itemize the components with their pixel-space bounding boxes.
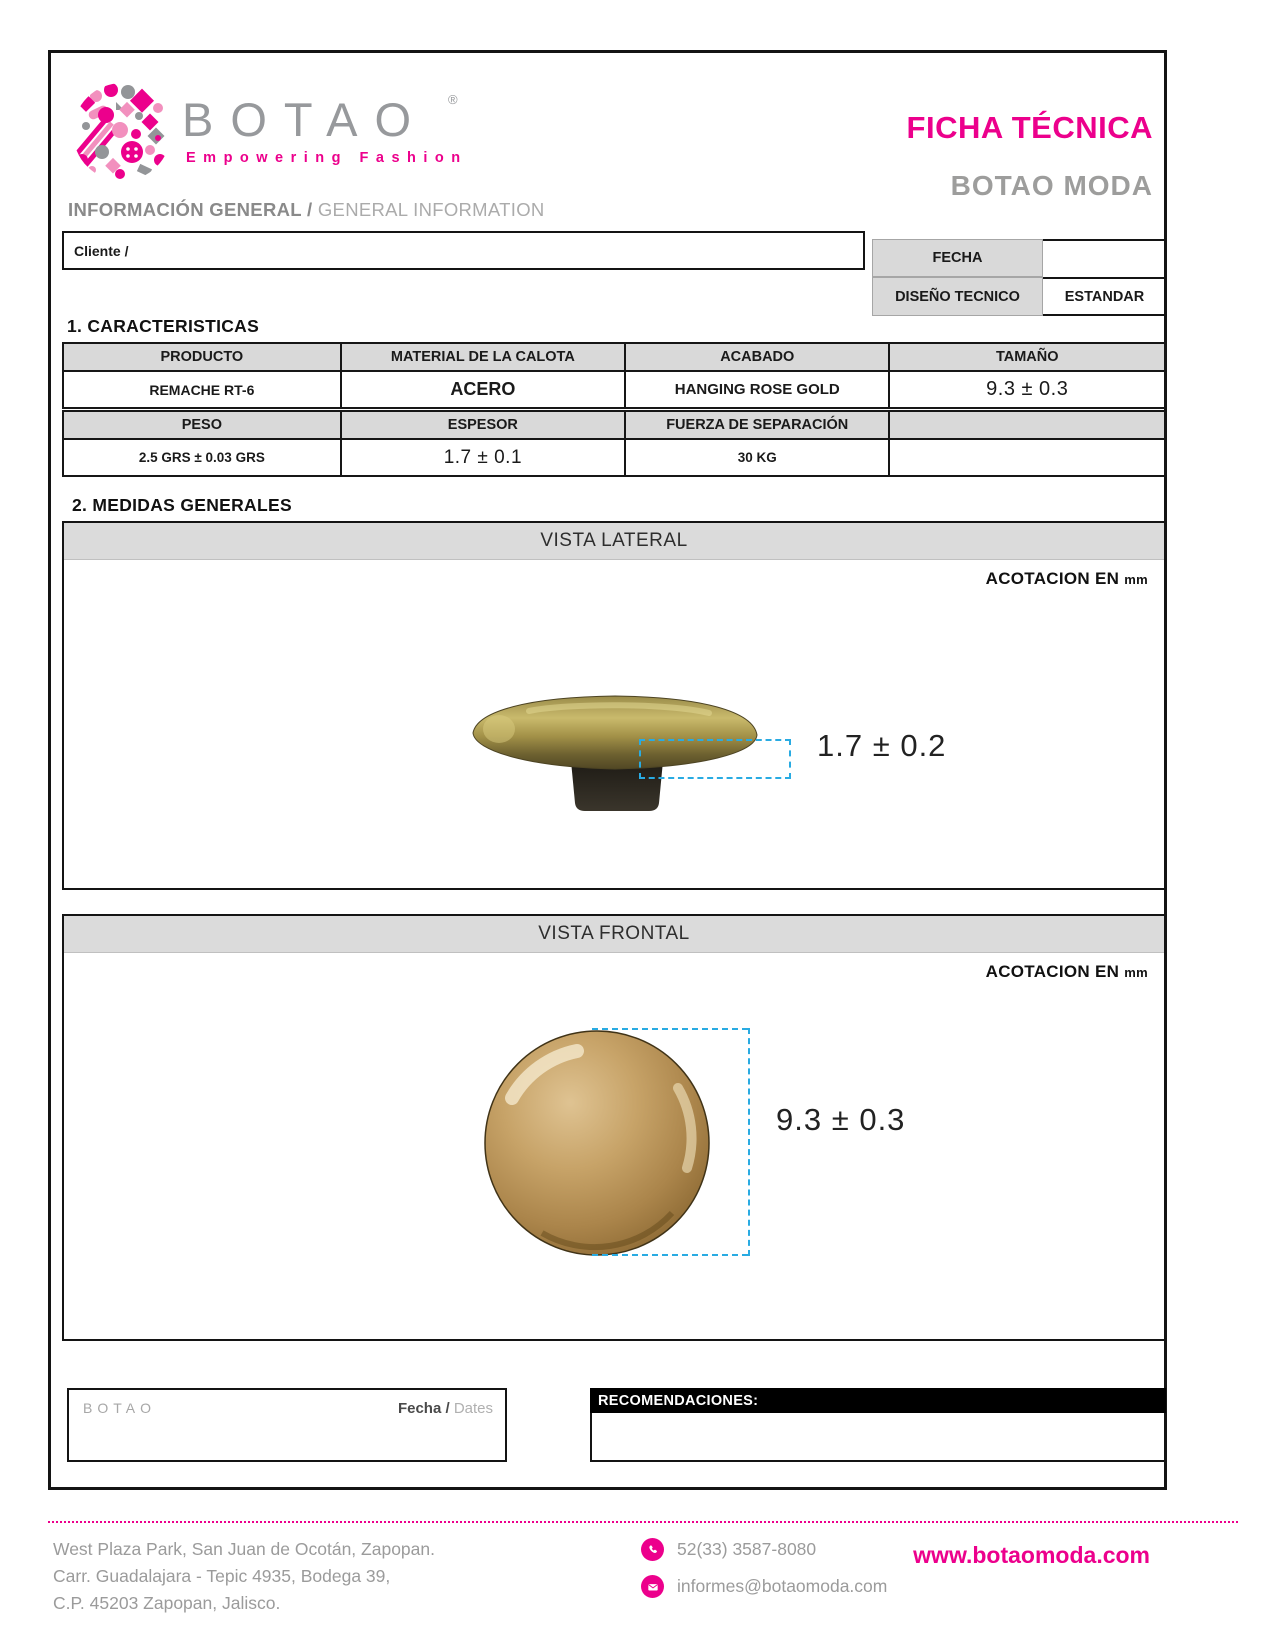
cliente-field [62,231,865,270]
acotacion-units: mm [1124,572,1148,587]
col-header-tamano: TAMAÑO [889,343,1165,371]
dates-text: Dates [453,1400,493,1417]
col-header-fuerza: FUERZA DE SEPARACIÓN [625,411,889,439]
footer-email-row [641,1575,887,1598]
cell-acabado: HANGING ROSE GOLD [625,371,889,408]
col-header-empty [889,411,1165,439]
caracteristicas-table-2 [62,410,1166,477]
col-header-acabado: ACABADO [625,343,889,371]
section-general-information [68,199,545,221]
signoff-brand-label: BOTAO [83,1400,156,1416]
fecha-text: Fecha / [397,1400,450,1417]
address-line: C.P. 45203 Zapopan, Jalisco. [53,1593,281,1614]
cell-peso: 2.5 GRS ± 0.03 GRS [63,439,341,476]
vista-lateral-panel [62,521,1166,890]
caracteristicas-table-1 [62,342,1166,409]
col-header-material: MATERIAL DE LA CALOTA [341,343,625,371]
diseno-tecnico-value-cell: ESTANDAR [1043,277,1166,316]
acotacion-units: mm [1124,965,1148,980]
vista-frontal-title: VISTA FRONTAL [64,916,1164,953]
section-label-en: GENERAL INFORMATION [317,199,545,220]
dimension-value-frontal: 9.3 ± 0.3 [776,1102,906,1137]
footer-divider [48,1521,1238,1523]
registered-mark: ® [448,92,458,107]
envelope-icon [641,1575,664,1598]
footer-phone: 52(33) 3587-8080 [677,1539,817,1559]
section-label-es: INFORMACIÓN GENERAL / [68,199,313,220]
acotacion-label-frontal [986,962,1148,982]
footer-phone-row [641,1538,816,1561]
recomendaciones-box [590,1388,1166,1462]
signoff-box [67,1388,507,1462]
cell-empty [889,439,1165,476]
botao-mosaic-icon [72,82,172,182]
address-line: West Plaza Park, San Juan de Ocotán, Zapopan. [53,1539,435,1559]
page-subtitle: BOTAO MODA [950,170,1153,201]
col-header-espesor: ESPESOR [341,411,625,439]
cliente-label: Cliente / [74,242,129,259]
dimension-line-right [748,1028,750,1256]
col-header-peso: PESO [63,411,341,439]
footer-website: www.botaomoda.com [913,1542,1150,1568]
vista-frontal-panel [62,914,1166,1341]
cell-material: ACERO [341,371,625,408]
dimension-line-top [592,1028,748,1030]
acotacion-text: ACOTACION EN [985,569,1120,588]
table-row [63,439,1165,476]
cell-producto: REMACHE RT-6 [63,371,341,408]
table-row [63,371,1165,408]
signoff-fecha-label [398,1400,493,1417]
caracteristicas-heading: 1. CARACTERISTICAS [67,316,260,336]
page-title: FICHA TÉCNICA [906,110,1153,145]
recomendaciones-body [590,1413,1166,1462]
fecha-value-cell [1043,239,1166,277]
footer-address [53,1536,435,1617]
logo-wordmark: BOTAO [182,93,429,146]
address-line: Carr. Guadalajara - Tepic 4935, Bodega 39, [53,1566,391,1587]
phone-icon [641,1538,664,1561]
vista-lateral-title: VISTA LATERAL [64,523,1164,560]
dimension-bracket-lateral [639,739,791,779]
cell-fuerza: 30 KG [625,439,889,476]
cell-espesor: 1.7 ± 0.1 [341,439,625,476]
fecha-label-cell: FECHA [872,239,1043,277]
logo-tagline: Empowering Fashion [186,150,468,166]
medidas-heading: 2. MEDIDAS GENERALES [72,495,292,515]
col-header-producto: PRODUCTO [63,343,341,371]
dimension-value-lateral: 1.7 ± 0.2 [817,728,947,763]
diseno-tecnico-label-cell: DISEÑO TECNICO [872,277,1043,316]
recomendaciones-header: RECOMENDACIONES: [590,1388,1166,1413]
acotacion-text: ACOTACION EN [985,962,1120,981]
rivet-front-photo [482,1028,712,1258]
acotacion-label-lateral [986,569,1148,589]
cell-tamano: 9.3 ± 0.3 [889,371,1165,408]
dimension-line-bottom [592,1254,748,1256]
footer-email: informes@botaomoda.com [677,1576,888,1596]
